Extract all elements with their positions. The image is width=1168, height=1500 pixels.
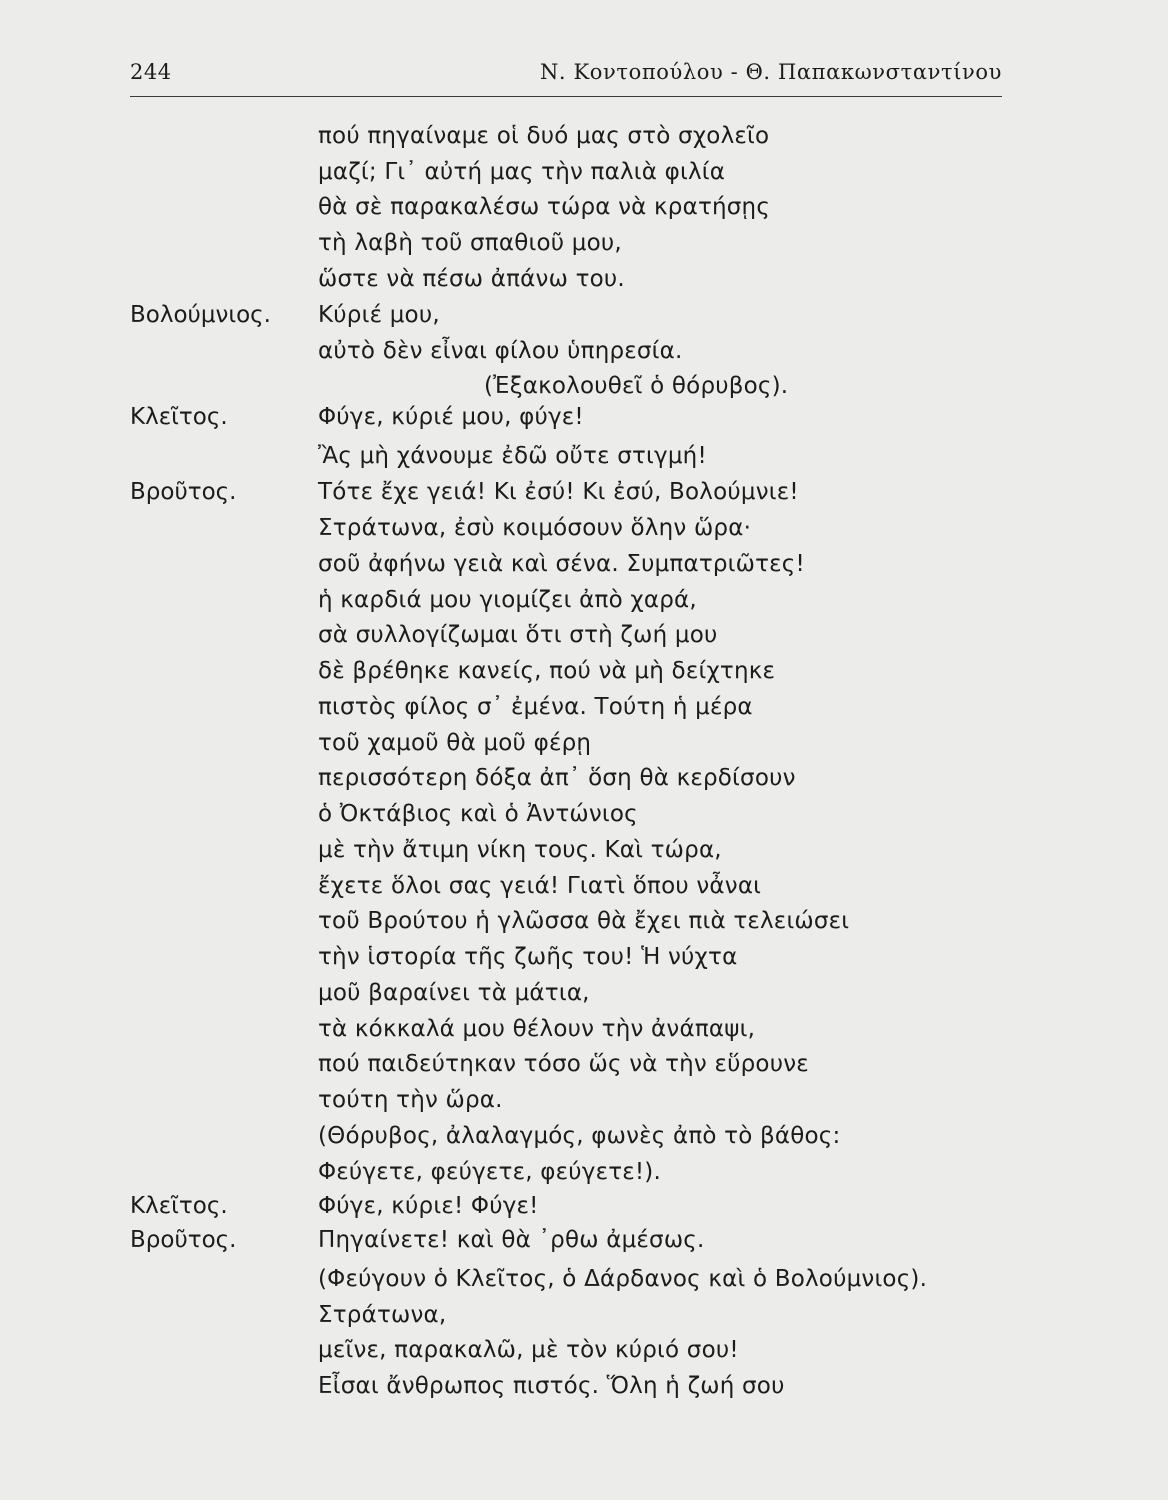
verse-line: πιστὸς φίλος σ᾽ ἐμένα. Τούτη ἡ μέρα <box>318 694 753 720</box>
verse-line: Εἶσαι ἄνθρωπος πιστός. Ὅλη ἡ ζωή σου <box>318 1373 785 1399</box>
stage-direction: (Ἐξακολουθεῖ ὁ θόρυβος). <box>484 373 789 399</box>
verse-line: τὴν ἱστορία τῆς ζωῆς του! Ἡ νύχτα <box>318 944 738 970</box>
verse-line: σοῦ ἀφήνω γειὰ καὶ σένα. Συμπατριῶτες! <box>318 551 805 577</box>
running-head: Ν. Κοντοπούλου - Θ. Παπακωνσταντίνου <box>539 60 1002 84</box>
verse-line: Στράτωνα, <box>318 1302 447 1328</box>
verse-line: μαζί; Γι᾽ αὐτή μας τὴν παλιὰ φιλία <box>318 159 726 185</box>
speaker-name: Βολούμνιος. <box>130 302 271 328</box>
verse-line: Φύγε, κύριέ μου, φύγε! <box>318 404 584 430</box>
verse-line: τοῦ Βρούτου ἡ γλῶσσα θὰ ἔχει πιὰ τελειώσει <box>318 908 850 934</box>
stage-direction: (Φεύγουν ὁ Κλεῖτος, ὁ Δάρδανος καὶ ὁ Βολούμνιος). <box>318 1266 928 1292</box>
verse-line: πού πηγαίναμε οἱ δυό μας στὸ σχολεῖο <box>318 123 770 149</box>
speaker-name: Βροῦτος. <box>130 479 237 505</box>
verse-line: δὲ βρέθηκε κανείς, πού νὰ μὴ δείχτηκε <box>318 658 776 684</box>
verse-line: τὰ κόκκαλά μου θέλουν τὴν ἀνάπαψι, <box>318 1016 756 1042</box>
verse-line: Ἂς μὴ χάνουμε ἐδῶ οὔτε στιγμή! <box>318 443 707 469</box>
verse-line: πού παιδεύτηκαν τόσο ὥς νὰ τὴν εὕρουνε <box>318 1051 809 1077</box>
stage-direction: (Θόρυβος, ἀλαλαγμός, φωνὲς ἀπὸ τὸ βάθος: <box>318 1123 841 1149</box>
verse-line: τοῦ χαμοῦ θὰ μοῦ φέρῃ <box>318 730 592 756</box>
verse-line: Πηγαίνετε! καὶ θὰ ᾽ρθω ἀμέσως. <box>318 1227 705 1253</box>
verse-line: τούτη τὴν ὥρα. <box>318 1087 503 1113</box>
verse-line: σὰ συλλογίζωμαι ὅτι στὴ ζωή μου <box>318 622 718 648</box>
speaker-name: Βροῦτος. <box>130 1227 237 1253</box>
verse-line: ὥστε νὰ πέσω ἀπάνω του. <box>318 266 625 292</box>
verse-line: μοῦ βαραίνει τὰ μάτια, <box>318 980 590 1006</box>
verse-line: ἔχετε ὅλοι σας γειά! Γιατὶ ὅπου νἆναι <box>318 873 762 899</box>
speaker-name: Κλεῖτος. <box>130 404 228 430</box>
verse-line: ἡ καρδιά μου γιομίζει ἀπὸ χαρά, <box>318 587 697 613</box>
stage-direction: Φεύγετε, φεύγετε, φεύγετε!). <box>318 1159 661 1185</box>
verse-line: μεῖνε, παρακαλῶ, μὲ τὸν κύριό σου! <box>318 1337 739 1363</box>
verse-line: μὲ τὴν ἄτιμη νίκη τους. Καὶ τώρα, <box>318 837 722 863</box>
verse-line: Κύριέ μου, <box>318 302 440 328</box>
page-number: 244 <box>130 60 172 84</box>
page-header <box>130 58 1002 97</box>
verse-line: περισσότερη δόξα ἀπ᾽ ὅση θὰ κερδίσουν <box>318 765 796 791</box>
verse-line: Στράτωνα, ἐσὺ κοιμόσουν ὅλην ὥρα· <box>318 515 752 541</box>
verse-line: θὰ σὲ παρακαλέσω τώρα νὰ κρατήσῃς <box>318 194 771 220</box>
verse-line: αὐτὸ δὲν εἶναι φίλου ὑπηρεσία. <box>318 338 683 364</box>
speaker-name: Κλεῖτος. <box>130 1193 228 1219</box>
verse-line: Φύγε, κύριε! Φύγε! <box>318 1193 539 1219</box>
verse-line: ὁ Ὀκτάβιος καὶ ὁ Ἀντώνιος <box>318 801 638 827</box>
verse-line: Τότε ἔχε γειά! Κι ἐσύ! Κι ἐσύ, Βολούμνιε! <box>318 479 799 505</box>
verse-line: τὴ λαβὴ τοῦ σπαθιοῦ μου, <box>318 230 622 256</box>
